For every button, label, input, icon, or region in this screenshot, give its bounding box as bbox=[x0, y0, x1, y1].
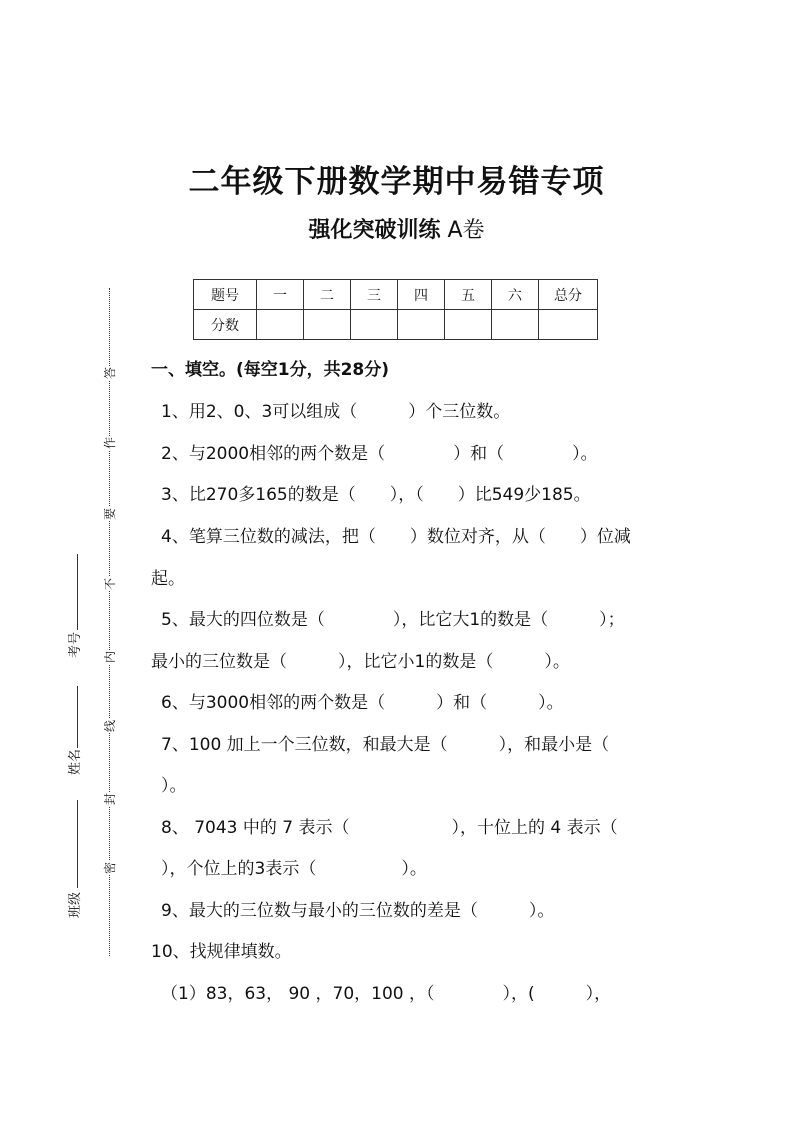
score-header-cell: 三 bbox=[351, 280, 398, 310]
score-cell bbox=[257, 310, 304, 340]
score-header-cell: 六 bbox=[492, 280, 539, 310]
score-header-cell: 题号 bbox=[194, 280, 257, 310]
score-cell bbox=[398, 310, 445, 340]
question-line: ），个位上的3表示（ ）。 bbox=[161, 859, 427, 879]
score-table bbox=[193, 279, 598, 340]
name-label: 姓名 bbox=[68, 748, 83, 775]
page-title: 二年级下册数学期中易错专项 bbox=[188, 164, 605, 200]
name-blank bbox=[77, 686, 78, 748]
binding-char: 要 bbox=[103, 508, 117, 521]
binding-char: 答 bbox=[103, 367, 117, 380]
binding-char: 密 bbox=[103, 862, 117, 875]
score-header-cell: 二 bbox=[304, 280, 351, 310]
score-cell bbox=[492, 310, 539, 340]
exam-number-blank bbox=[77, 554, 78, 630]
score-table-header-row bbox=[194, 280, 598, 310]
question-line: （1）83，63， 90 ，70，100 ，（ ），( ）， bbox=[161, 984, 612, 1004]
question-line: 4、笔算三位数的减法，把（ ）数位对齐，从（ ）位减 bbox=[161, 527, 631, 547]
question-line: 5、最大的四位数是（ ），比它大1的数是（ ）； bbox=[161, 610, 625, 630]
score-cell bbox=[351, 310, 398, 340]
exam-number-label: 考号 bbox=[68, 631, 83, 658]
binding-char: 封 bbox=[103, 793, 117, 806]
class-blank bbox=[77, 800, 78, 888]
score-cell bbox=[539, 310, 598, 340]
question-line: 8、 7043 中的 7 表示（ ），十位上的 4 表示（ bbox=[161, 818, 618, 838]
question-line: 7、100 加上一个三位数，和最大是（ ），和最小是（ bbox=[161, 735, 610, 755]
subtitle-plain: A卷 bbox=[440, 218, 485, 243]
subtitle-bold: 强化突破训练 bbox=[308, 218, 441, 243]
score-cell bbox=[445, 310, 492, 340]
question-line: 3、比270多165的数是（ ），（ ）比549少185。 bbox=[161, 485, 591, 505]
score-header-cell: 四 bbox=[398, 280, 445, 310]
score-row-label: 分数 bbox=[194, 310, 257, 340]
question-line: 2、与2000相邻的两个数是（ ）和（ ）。 bbox=[161, 444, 598, 464]
binding-char: 不 bbox=[103, 578, 117, 591]
binding-char: 作 bbox=[103, 437, 117, 450]
class-label: 班级 bbox=[68, 891, 83, 918]
score-cell bbox=[304, 310, 351, 340]
score-table-score-row bbox=[194, 310, 598, 340]
binding-char: 内 bbox=[103, 651, 117, 664]
page-subtitle bbox=[0, 213, 793, 244]
question-line: 10、找规律填数。 bbox=[151, 942, 292, 962]
score-header-cell: 一 bbox=[257, 280, 304, 310]
binding-char: 线 bbox=[103, 720, 117, 733]
binding-dotted-line bbox=[109, 288, 110, 956]
question-line: 6、与3000相邻的两个数是（ ）和（ ）。 bbox=[161, 693, 564, 713]
question-line: 9、最大的三位数与最小的三位数的差是（ ）。 bbox=[161, 901, 555, 921]
question-line: 起。 bbox=[151, 569, 185, 589]
section-heading: 一、填空。(每空1分，共28分) bbox=[151, 360, 390, 380]
question-line: 最小的三位数是（ ），比它小1的数是（ ）。 bbox=[151, 652, 570, 672]
question-line: ）。 bbox=[161, 776, 187, 796]
score-header-cell: 五 bbox=[445, 280, 492, 310]
score-header-cell: 总分 bbox=[539, 280, 598, 310]
question-line: 1、用2、0、3可以组成（ ）个三位数。 bbox=[161, 402, 511, 422]
